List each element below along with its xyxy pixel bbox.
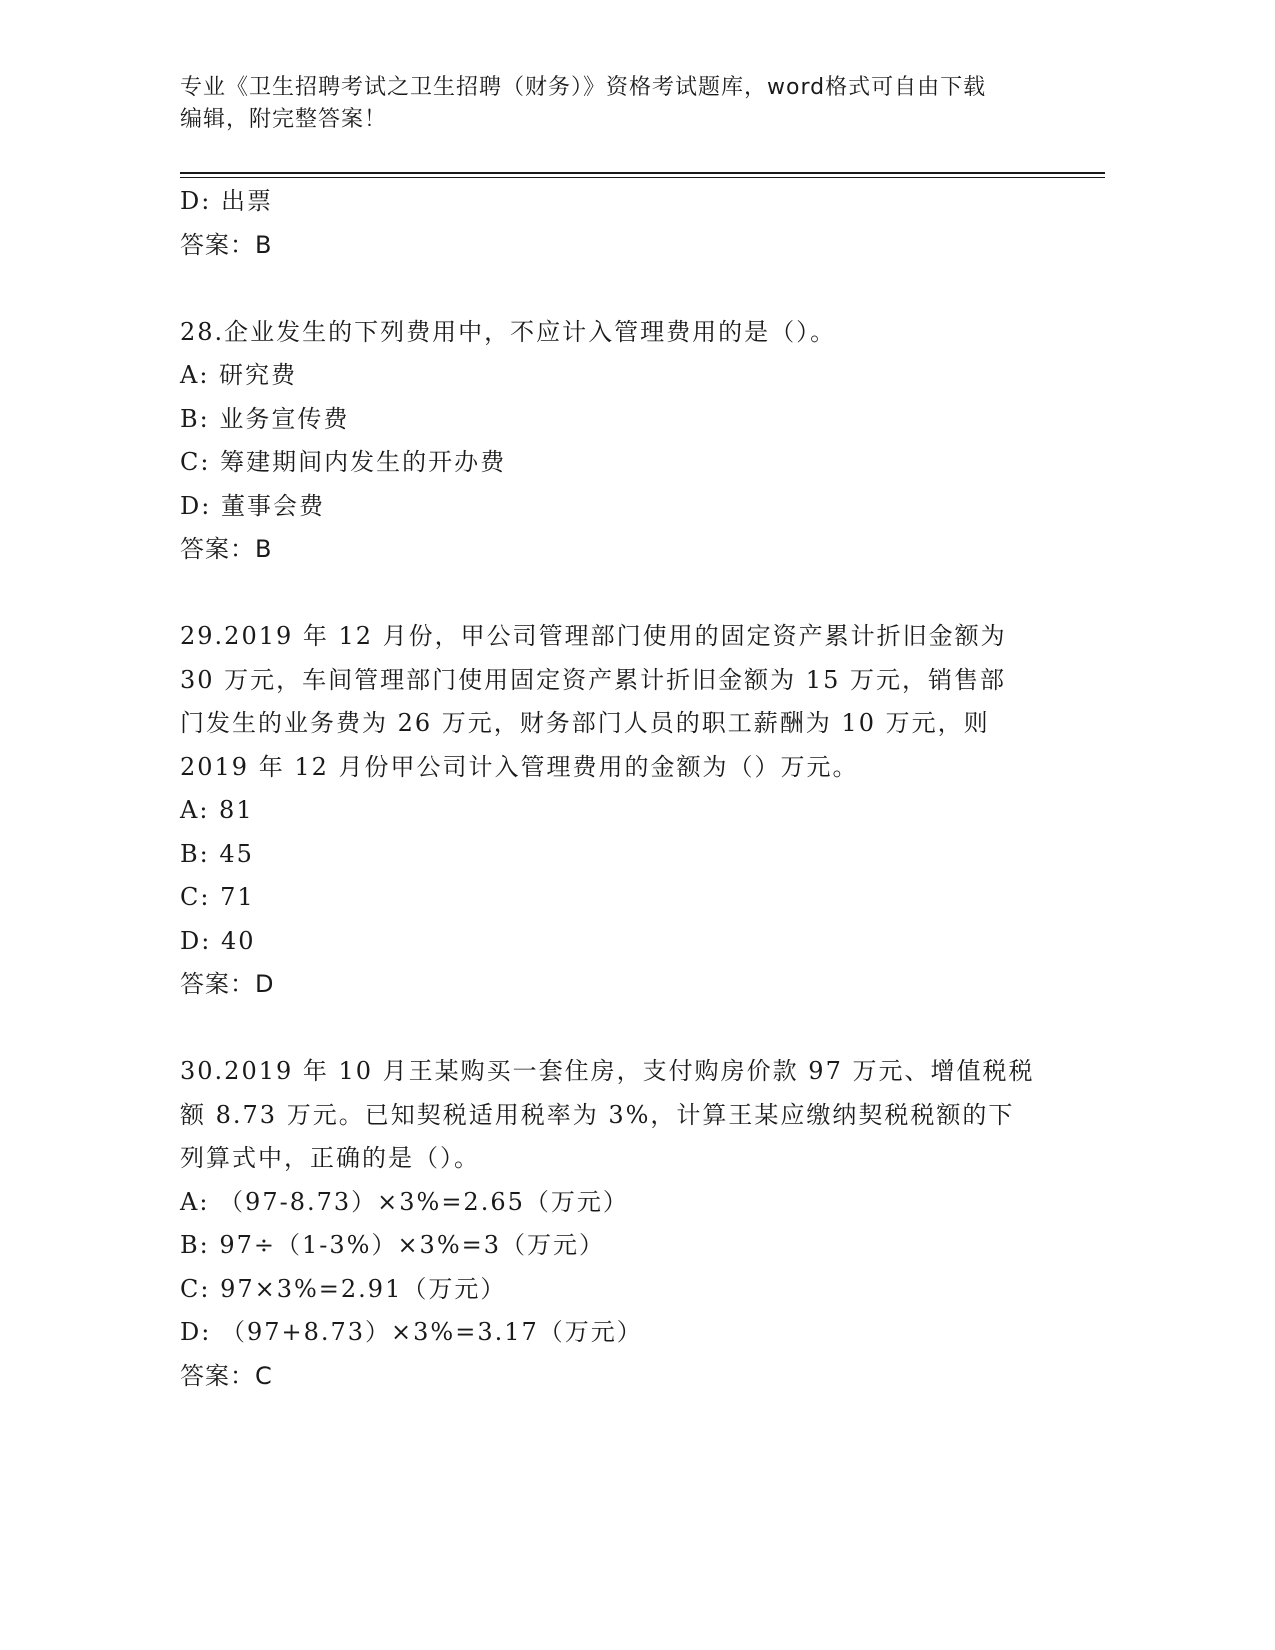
answer-label: 答案：C [180,1361,273,1390]
answer-label: 答案：B [180,230,273,259]
stem-line: 门发生的业务费为 26 万元，财务部门人员的职工薪酬为 10 万元，则 [180,709,990,737]
option-a: A: 研究费 [180,361,298,389]
answer-label: 答案：D [180,970,275,998]
option-a: A: 81 [180,796,254,824]
header-divider-thin [180,177,1105,178]
spacer [180,572,1040,616]
header-line-1: 专业《卫生招聘考试之卫生招聘（财务）》资格考试题库，word格式可自由下载 [180,75,987,100]
option-b: B: 业务宣传费 [180,404,350,433]
option-c: C: 97×3%=2.91（万元） [180,1274,507,1303]
option-b: B: 97÷（1-3%）×3%=3（万元） [180,1231,606,1259]
question-28 [180,311,1040,572]
answer-label: 答案：B [180,535,273,563]
stem-line: 30 万元，车间管理部门使用固定资产累计折旧金额为 15 万元，销售部 [180,665,1006,694]
option-d: D: 出票 [180,187,273,215]
stem-line: 额 8.73 万元。已知契税适用税率为 3%，计算王某应缴纳契税税额的下 [180,1100,1015,1129]
option-d: D: （97+8.73）×3%=3.17（万元） [180,1318,643,1346]
spacer [180,1007,1040,1051]
option-b: B: 45 [180,839,254,868]
question-stem [180,1050,1040,1181]
question-27-tail [180,180,1040,267]
header-divider-thick [180,172,1105,174]
question-stem: 28.企业发生的下列费用中，不应计入管理费用的是（）。 [180,317,837,346]
stem-line: 列算式中，正确的是（）。 [180,1144,480,1172]
option-a: A: （97-8.73）×3%=2.65（万元） [180,1187,629,1216]
question-list [180,180,1040,1398]
option-c: C: 71 [180,883,255,911]
document-header [180,72,1080,136]
option-d: D: 40 [180,926,256,955]
option-d: D: 董事会费 [180,491,325,520]
stem-line: 29.2019 年 12 月份，甲公司管理部门使用的固定资产累计折旧金额为 [180,622,1007,650]
option-c: C: 筹建期间内发生的开办费 [180,448,507,476]
stem-line: 30.2019 年 10 月王某购买一套住房，支付购房价款 97 万元、增值税税 [180,1057,1035,1085]
question-30 [180,1050,1040,1398]
spacer [180,267,1040,311]
header-line-2: 编辑，附完整答案！ [180,107,388,132]
stem-line: 2019 年 12 月份甲公司计入管理费用的金额为（）万元。 [180,752,859,781]
question-29 [180,615,1040,1007]
question-stem [180,615,1040,789]
